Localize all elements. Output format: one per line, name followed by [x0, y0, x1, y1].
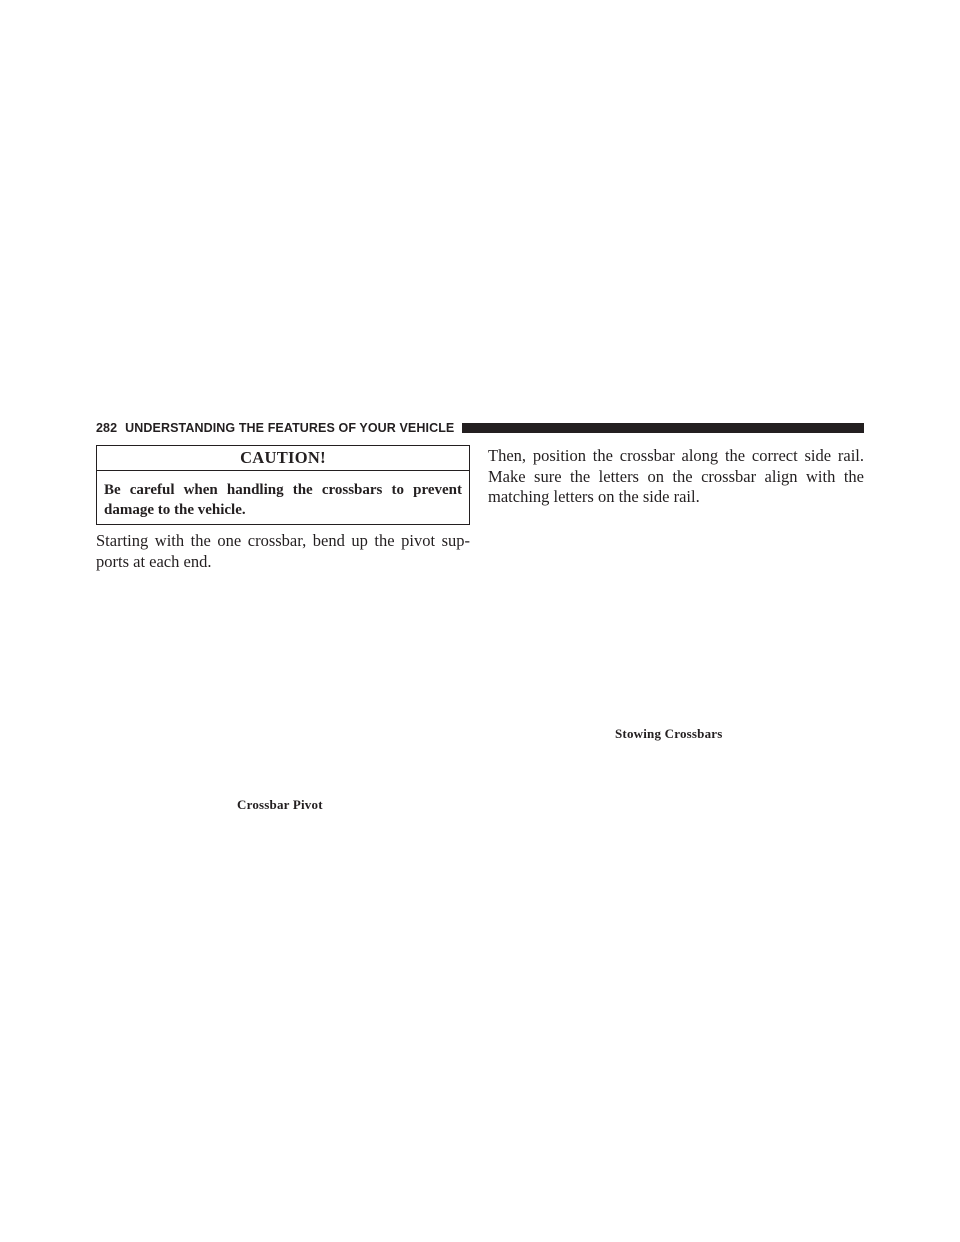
section-title: UNDERSTANDING THE FEATURES OF YOUR VEHICLE [125, 421, 455, 435]
crossbar-pivot-figure [96, 582, 470, 788]
stowing-crossbars-caption: Stowing Crossbars [615, 726, 723, 741]
left-paragraph: Starting with the one crossbar, bend up the pivot sup-ports at each end. [96, 531, 470, 571]
page-number: 282 [96, 421, 118, 435]
caution-box [96, 445, 470, 525]
caution-title: CAUTION! [97, 446, 469, 471]
page-header [96, 418, 864, 438]
stowing-crossbars-figure [488, 512, 864, 718]
crossbar-pivot-caption: Crossbar Pivot [237, 797, 323, 812]
header-rule [462, 423, 864, 433]
caution-text: Be careful when handling the crossbars to prevent damage to the vehicle. [104, 482, 462, 518]
right-paragraph: Then, position the crossbar along the correct side rail. Make sure the letters on the crossbar align with the matching letters on the side rail. [488, 446, 864, 506]
